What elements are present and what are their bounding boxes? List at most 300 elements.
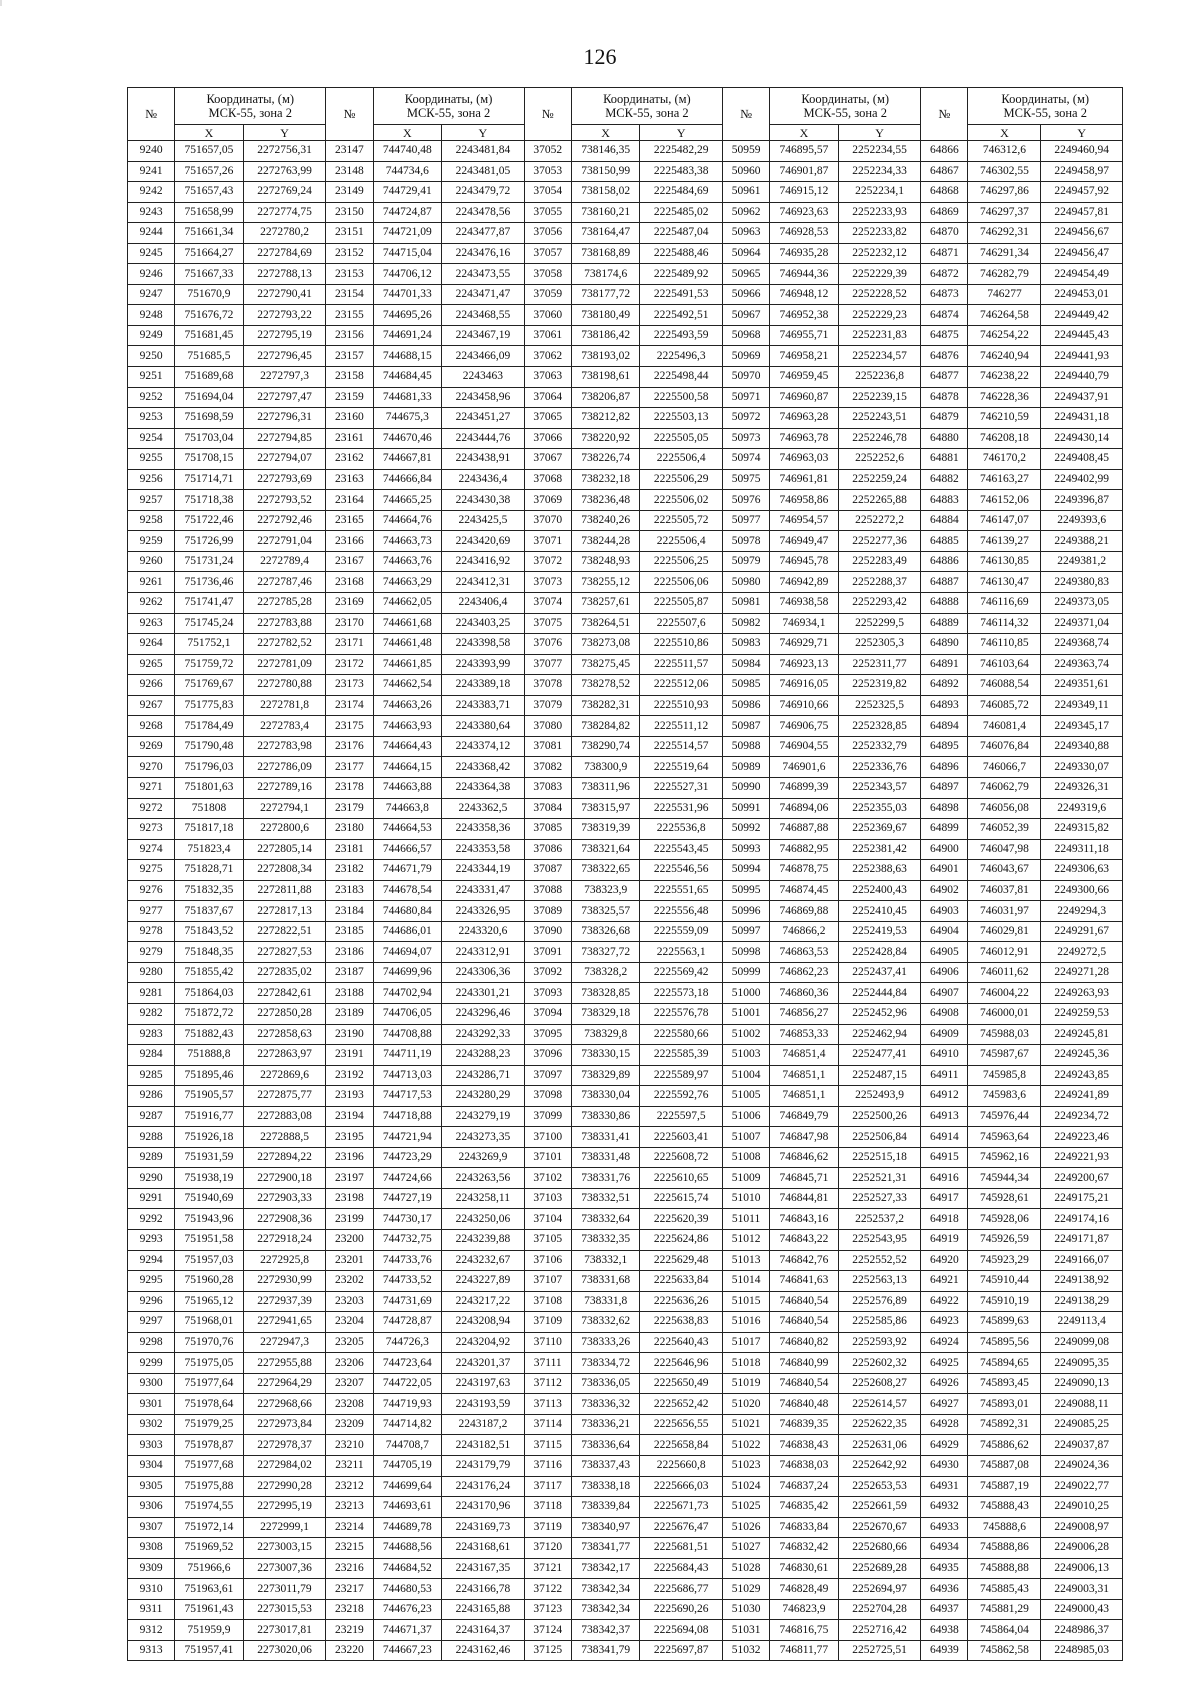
point-number: 37079 <box>524 695 571 716</box>
point-number: 37106 <box>524 1250 571 1271</box>
coord-y: 2273011,79 <box>243 1579 326 1600</box>
coord-x: 751940,69 <box>175 1188 244 1209</box>
point-number: 64930 <box>921 1456 968 1477</box>
coord-y: 2272756,31 <box>243 141 326 162</box>
point-number: 51007 <box>722 1127 769 1148</box>
coord-y: 2249402,99 <box>1041 469 1123 490</box>
point-number: 9303 <box>128 1435 175 1456</box>
table-row <box>128 1394 1123 1415</box>
coord-x: 746849,79 <box>770 1106 839 1127</box>
coord-y: 2252419,53 <box>838 921 921 942</box>
point-number: 23167 <box>326 551 373 572</box>
coord-y: 2243467,19 <box>442 325 525 346</box>
coord-x: 746254,22 <box>968 325 1041 346</box>
coord-x: 744695,26 <box>373 305 442 326</box>
coord-x: 744740,48 <box>373 141 442 162</box>
coord-x: 746869,88 <box>770 901 839 922</box>
coord-x: 738330,15 <box>571 1045 640 1066</box>
coord-y: 2225506,02 <box>640 490 723 511</box>
point-number: 23213 <box>326 1497 373 1518</box>
coord-x: 751731,24 <box>175 551 244 572</box>
point-number: 64870 <box>921 223 968 244</box>
coord-x: 751676,72 <box>175 305 244 326</box>
coord-x: 744664,15 <box>373 757 442 778</box>
coord-x: 746043,67 <box>968 860 1041 881</box>
table-row <box>128 531 1123 552</box>
point-number: 64897 <box>921 777 968 798</box>
coord-y: 2249430,14 <box>1041 428 1123 449</box>
point-number: 23165 <box>326 510 373 531</box>
coord-x: 738226,74 <box>571 449 640 470</box>
coord-x: 738174,6 <box>571 264 640 285</box>
point-number: 9246 <box>128 264 175 285</box>
coord-x: 746960,87 <box>770 387 839 408</box>
table-row <box>128 1579 1123 1600</box>
coord-y: 2252239,15 <box>838 387 921 408</box>
coord-y: 2225519,64 <box>640 757 723 778</box>
coord-y: 2272780,88 <box>243 675 326 696</box>
table-row <box>128 819 1123 840</box>
point-number: 37066 <box>524 428 571 449</box>
coord-x: 751718,38 <box>175 490 244 511</box>
coord-y: 2249440,79 <box>1041 367 1123 388</box>
coord-y: 2243187,2 <box>442 1414 525 1435</box>
point-number: 50962 <box>722 202 769 223</box>
coord-x: 746076,84 <box>968 736 1041 757</box>
table-row <box>128 777 1123 798</box>
coord-y: 2252653,53 <box>838 1476 921 1497</box>
coord-x: 738282,31 <box>571 695 640 716</box>
point-number: 37072 <box>524 551 571 572</box>
coord-y: 2272795,19 <box>243 325 326 346</box>
coord-y: 2249037,87 <box>1041 1435 1123 1456</box>
point-number: 51032 <box>722 1640 769 1661</box>
coord-x: 746847,98 <box>770 1127 839 1148</box>
table-row <box>128 182 1123 203</box>
table-row <box>128 1127 1123 1148</box>
coord-y: 2225697,87 <box>640 1640 723 1661</box>
coord-x: 745862,58 <box>968 1640 1041 1661</box>
point-number: 64921 <box>921 1271 968 1292</box>
coord-y: 2249408,45 <box>1041 449 1123 470</box>
coord-x: 744663,26 <box>373 695 442 716</box>
point-number: 50994 <box>722 860 769 881</box>
coord-x: 746163,27 <box>968 469 1041 490</box>
coord-x: 751790,48 <box>175 736 244 757</box>
table-row <box>128 736 1123 757</box>
coord-x: 744699,96 <box>373 962 442 983</box>
coord-y: 2225681,51 <box>640 1538 723 1559</box>
coord-x: 738158,02 <box>571 182 640 203</box>
coord-y: 2225633,84 <box>640 1271 723 1292</box>
coord-y: 2252661,59 <box>838 1497 921 1518</box>
coord-y: 2272811,88 <box>243 880 326 901</box>
coord-y: 2252332,79 <box>838 736 921 757</box>
coord-y: 2249456,47 <box>1041 243 1123 264</box>
coord-x: 751689,68 <box>175 367 244 388</box>
coord-y: 2249085,25 <box>1041 1414 1123 1435</box>
point-number: 50978 <box>722 531 769 552</box>
coord-y: 2249138,29 <box>1041 1291 1123 1312</box>
point-number: 23177 <box>326 757 373 778</box>
coord-x: 746906,75 <box>770 716 839 737</box>
coord-x: 744676,23 <box>373 1599 442 1620</box>
coord-x: 746029,81 <box>968 921 1041 942</box>
point-number: 23161 <box>326 428 373 449</box>
page-number: 126 <box>583 44 617 69</box>
coord-x: 746894,06 <box>770 798 839 819</box>
coord-y: 2248986,37 <box>1041 1620 1123 1641</box>
point-number: 37119 <box>524 1517 571 1538</box>
coord-x: 738212,82 <box>571 408 640 429</box>
point-number: 64877 <box>921 367 968 388</box>
coord-x: 738273,08 <box>571 634 640 655</box>
point-number: 23179 <box>326 798 373 819</box>
point-number: 37092 <box>524 962 571 983</box>
coord-x: 746845,71 <box>770 1168 839 1189</box>
coord-x: 746944,36 <box>770 264 839 285</box>
coord-x: 746835,42 <box>770 1497 839 1518</box>
coord-x: 744684,52 <box>373 1558 442 1579</box>
point-number: 9283 <box>128 1024 175 1045</box>
point-number: 50990 <box>722 777 769 798</box>
table-row <box>128 757 1123 778</box>
point-number: 50988 <box>722 736 769 757</box>
coord-y: 2272774,75 <box>243 202 326 223</box>
point-number: 9307 <box>128 1517 175 1538</box>
coord-x: 746863,53 <box>770 942 839 963</box>
point-number: 9259 <box>128 531 175 552</box>
coord-x: 751965,12 <box>175 1291 244 1312</box>
point-number: 9304 <box>128 1456 175 1477</box>
point-number: 64901 <box>921 860 968 881</box>
coord-y: 2272800,6 <box>243 819 326 840</box>
table-row <box>128 367 1123 388</box>
coord-x: 746130,85 <box>968 551 1041 572</box>
coord-y: 2252552,52 <box>838 1250 921 1271</box>
coord-y: 2249006,28 <box>1041 1538 1123 1559</box>
coord-x: 738336,64 <box>571 1435 640 1456</box>
point-number: 37074 <box>524 593 571 614</box>
coord-x: 744664,76 <box>373 510 442 531</box>
point-number: 64868 <box>921 182 968 203</box>
coord-x: 745899,63 <box>968 1312 1041 1333</box>
header-coordinates <box>373 88 524 125</box>
coord-y: 2225512,06 <box>640 675 723 696</box>
coord-y: 2272790,41 <box>243 284 326 305</box>
coord-y: 2225485,02 <box>640 202 723 223</box>
coord-y: 2249223,46 <box>1041 1127 1123 1148</box>
coord-x: 751685,5 <box>175 346 244 367</box>
point-number: 50964 <box>722 243 769 264</box>
coord-x: 738328,85 <box>571 983 640 1004</box>
point-number: 51028 <box>722 1558 769 1579</box>
coord-x: 738319,39 <box>571 819 640 840</box>
coord-y: 2225551,65 <box>640 880 723 901</box>
coord-y: 2243273,35 <box>442 1127 525 1148</box>
coord-y: 2249024,36 <box>1041 1456 1123 1477</box>
coord-y: 2272930,99 <box>243 1271 326 1292</box>
coord-x: 746833,84 <box>770 1517 839 1538</box>
coord-x: 744730,17 <box>373 1209 442 1230</box>
coord-y: 2243468,55 <box>442 305 525 326</box>
coord-y: 2225487,04 <box>640 223 723 244</box>
point-number: 23190 <box>326 1024 373 1045</box>
coord-y: 2243269,9 <box>442 1147 525 1168</box>
coord-x: 746152,06 <box>968 490 1041 511</box>
coord-x: 746916,05 <box>770 675 839 696</box>
point-number: 64920 <box>921 1250 968 1271</box>
coord-y: 2225597,5 <box>640 1106 723 1127</box>
coord-y: 2272984,02 <box>243 1456 326 1477</box>
point-number: 51011 <box>722 1209 769 1230</box>
point-number: 9266 <box>128 675 175 696</box>
point-number: 64906 <box>921 962 968 983</box>
point-number: 37083 <box>524 777 571 798</box>
coord-x: 746000,01 <box>968 1003 1041 1024</box>
coord-y: 2225531,96 <box>640 798 723 819</box>
point-number: 50969 <box>722 346 769 367</box>
coord-x: 746139,27 <box>968 531 1041 552</box>
coord-y: 2243320,6 <box>442 921 525 942</box>
coord-x: 744663,76 <box>373 551 442 572</box>
coord-x: 745895,56 <box>968 1332 1041 1353</box>
coord-y: 2272903,33 <box>243 1188 326 1209</box>
point-number: 51015 <box>722 1291 769 1312</box>
point-number: 64885 <box>921 531 968 552</box>
coord-y: 2225510,93 <box>640 695 723 716</box>
point-number: 9269 <box>128 736 175 757</box>
coord-y: 2272783,4 <box>243 716 326 737</box>
coord-x: 738177,72 <box>571 284 640 305</box>
point-number: 37103 <box>524 1188 571 1209</box>
point-number: 51012 <box>722 1229 769 1250</box>
coord-x: 751959,9 <box>175 1620 244 1641</box>
coord-y: 2243364,38 <box>442 777 525 798</box>
coord-y: 2225543,45 <box>640 839 723 860</box>
coord-x: 751864,03 <box>175 983 244 1004</box>
header-number: № <box>326 88 373 141</box>
coord-y: 2243288,23 <box>442 1045 525 1066</box>
coord-y: 2272968,66 <box>243 1394 326 1415</box>
coord-y: 2272791,04 <box>243 531 326 552</box>
coord-y: 2243406,4 <box>442 593 525 614</box>
point-number: 9275 <box>128 860 175 881</box>
coord-y: 2252336,76 <box>838 757 921 778</box>
coord-x: 751670,9 <box>175 284 244 305</box>
coord-x: 745985,8 <box>968 1065 1041 1086</box>
coord-x: 744705,19 <box>373 1456 442 1477</box>
coord-y: 2243331,47 <box>442 880 525 901</box>
coord-x: 746238,22 <box>968 367 1041 388</box>
point-number: 51014 <box>722 1271 769 1292</box>
coord-x: 738334,72 <box>571 1353 640 1374</box>
coord-x: 738300,9 <box>571 757 640 778</box>
coord-x: 744721,94 <box>373 1127 442 1148</box>
coord-x: 746828,49 <box>770 1579 839 1600</box>
coord-y: 2249381,2 <box>1041 551 1123 572</box>
coord-x: 738193,02 <box>571 346 640 367</box>
coord-x: 746062,79 <box>968 777 1041 798</box>
coord-y: 2225507,6 <box>640 613 723 634</box>
table-row <box>128 1003 1123 1024</box>
point-number: 50974 <box>722 449 769 470</box>
point-number: 50972 <box>722 408 769 429</box>
coord-x: 738331,76 <box>571 1168 640 1189</box>
coord-x: 751817,18 <box>175 819 244 840</box>
coord-y: 2272964,29 <box>243 1373 326 1394</box>
point-number: 37052 <box>524 141 571 162</box>
coord-x: 746901,87 <box>770 161 839 182</box>
point-number: 23168 <box>326 572 373 593</box>
coord-y: 2225638,83 <box>640 1312 723 1333</box>
point-number: 23220 <box>326 1640 373 1661</box>
coord-x: 751741,47 <box>175 593 244 614</box>
point-number: 23162 <box>326 449 373 470</box>
point-number: 64875 <box>921 325 968 346</box>
coord-y: 2249326,31 <box>1041 777 1123 798</box>
coord-x: 751978,87 <box>175 1435 244 1456</box>
coord-y: 2252400,43 <box>838 880 921 901</box>
coord-y: 2225573,18 <box>640 983 723 1004</box>
coord-y: 2249113,4 <box>1041 1312 1123 1333</box>
coord-y: 2272941,65 <box>243 1312 326 1333</box>
coord-y: 2249454,49 <box>1041 264 1123 285</box>
coord-x: 738331,8 <box>571 1291 640 1312</box>
coord-x: 746052,39 <box>968 819 1041 840</box>
coord-y: 2252437,41 <box>838 962 921 983</box>
coord-x: 746915,12 <box>770 182 839 203</box>
point-number: 64912 <box>921 1086 968 1107</box>
coord-x: 746088,54 <box>968 675 1041 696</box>
coord-x: 744731,69 <box>373 1291 442 1312</box>
table-row <box>128 1620 1123 1641</box>
coord-y: 2249259,53 <box>1041 1003 1123 1024</box>
coord-x: 738236,48 <box>571 490 640 511</box>
point-number: 51018 <box>722 1353 769 1374</box>
point-number: 50999 <box>722 962 769 983</box>
point-number: 23159 <box>326 387 373 408</box>
coord-y: 2225506,4 <box>640 449 723 470</box>
coord-y: 2252343,57 <box>838 777 921 798</box>
coord-y: 2249445,43 <box>1041 325 1123 346</box>
point-number: 64891 <box>921 654 968 675</box>
coord-x: 746170,2 <box>968 449 1041 470</box>
coord-x: 751957,03 <box>175 1250 244 1271</box>
point-number: 37084 <box>524 798 571 819</box>
table-row <box>128 901 1123 922</box>
table-row <box>128 1065 1123 1086</box>
coord-x: 746901,6 <box>770 757 839 778</box>
coord-y: 2225500,58 <box>640 387 723 408</box>
coord-x: 744678,54 <box>373 880 442 901</box>
coord-y: 2252477,41 <box>838 1045 921 1066</box>
table-row <box>128 613 1123 634</box>
coord-x: 738338,18 <box>571 1476 640 1497</box>
point-number: 64882 <box>921 469 968 490</box>
coord-x: 746840,54 <box>770 1373 839 1394</box>
coord-y: 2243301,21 <box>442 983 525 1004</box>
coord-y: 2249457,81 <box>1041 202 1123 223</box>
coord-y: 2243164,37 <box>442 1620 525 1641</box>
coord-x: 746844,81 <box>770 1188 839 1209</box>
coord-y: 2272805,14 <box>243 839 326 860</box>
coord-x: 746130,47 <box>968 572 1041 593</box>
point-number: 23196 <box>326 1147 373 1168</box>
point-number: 23207 <box>326 1373 373 1394</box>
point-number: 64922 <box>921 1291 968 1312</box>
coord-y: 2272808,34 <box>243 860 326 881</box>
coord-y: 2225592,76 <box>640 1086 723 1107</box>
coord-x: 746923,13 <box>770 654 839 675</box>
coord-y: 2272789,4 <box>243 551 326 572</box>
point-number: 64889 <box>921 613 968 634</box>
coord-x: 751951,58 <box>175 1229 244 1250</box>
point-number: 23205 <box>326 1332 373 1353</box>
coord-x: 745887,08 <box>968 1456 1041 1477</box>
coord-x: 738329,18 <box>571 1003 640 1024</box>
coord-y: 2252259,24 <box>838 469 921 490</box>
coord-x: 751808 <box>175 798 244 819</box>
point-number: 37110 <box>524 1332 571 1353</box>
coord-y: 2225482,29 <box>640 141 723 162</box>
coord-x: 744711,19 <box>373 1045 442 1066</box>
coord-y: 2252614,57 <box>838 1394 921 1415</box>
table-row <box>128 1250 1123 1271</box>
coord-y: 2249291,67 <box>1041 921 1123 942</box>
coord-y: 2249300,66 <box>1041 880 1123 901</box>
point-number: 23215 <box>326 1538 373 1559</box>
point-number: 37064 <box>524 387 571 408</box>
point-number: 37118 <box>524 1497 571 1518</box>
point-number: 9302 <box>128 1414 175 1435</box>
coordinates-label: Координаты, (м) <box>603 92 691 106</box>
point-number: 9293 <box>128 1229 175 1250</box>
coord-y: 2252305,3 <box>838 634 921 655</box>
coord-y: 2252500,26 <box>838 1106 921 1127</box>
table-row <box>128 346 1123 367</box>
coord-y: 2249271,28 <box>1041 962 1123 983</box>
point-number: 23164 <box>326 490 373 511</box>
coord-y: 2243438,91 <box>442 449 525 470</box>
coord-y: 2225506,29 <box>640 469 723 490</box>
coord-y: 2243479,72 <box>442 182 525 203</box>
coord-y: 2252521,31 <box>838 1168 921 1189</box>
point-number: 50983 <box>722 634 769 655</box>
point-number: 64928 <box>921 1414 968 1435</box>
coord-x: 746961,81 <box>770 469 839 490</box>
table-row <box>128 449 1123 470</box>
coord-x: 751975,88 <box>175 1476 244 1497</box>
coord-y: 2243436,4 <box>442 469 525 490</box>
coord-x: 738164,47 <box>571 223 640 244</box>
coord-x: 751957,41 <box>175 1640 244 1661</box>
coord-y: 2252452,96 <box>838 1003 921 1024</box>
coord-y: 2225514,57 <box>640 736 723 757</box>
coord-y: 2249311,18 <box>1041 839 1123 860</box>
point-number: 50982 <box>722 613 769 634</box>
coord-x: 745864,04 <box>968 1620 1041 1641</box>
coord-x: 738180,49 <box>571 305 640 326</box>
point-number: 23194 <box>326 1106 373 1127</box>
coord-y: 2272786,09 <box>243 757 326 778</box>
coord-y: 2252462,94 <box>838 1024 921 1045</box>
coord-y: 2252229,23 <box>838 305 921 326</box>
coord-x: 738340,97 <box>571 1517 640 1538</box>
coord-y: 2272990,28 <box>243 1476 326 1497</box>
point-number: 23157 <box>326 346 373 367</box>
coord-y: 2243182,51 <box>442 1435 525 1456</box>
